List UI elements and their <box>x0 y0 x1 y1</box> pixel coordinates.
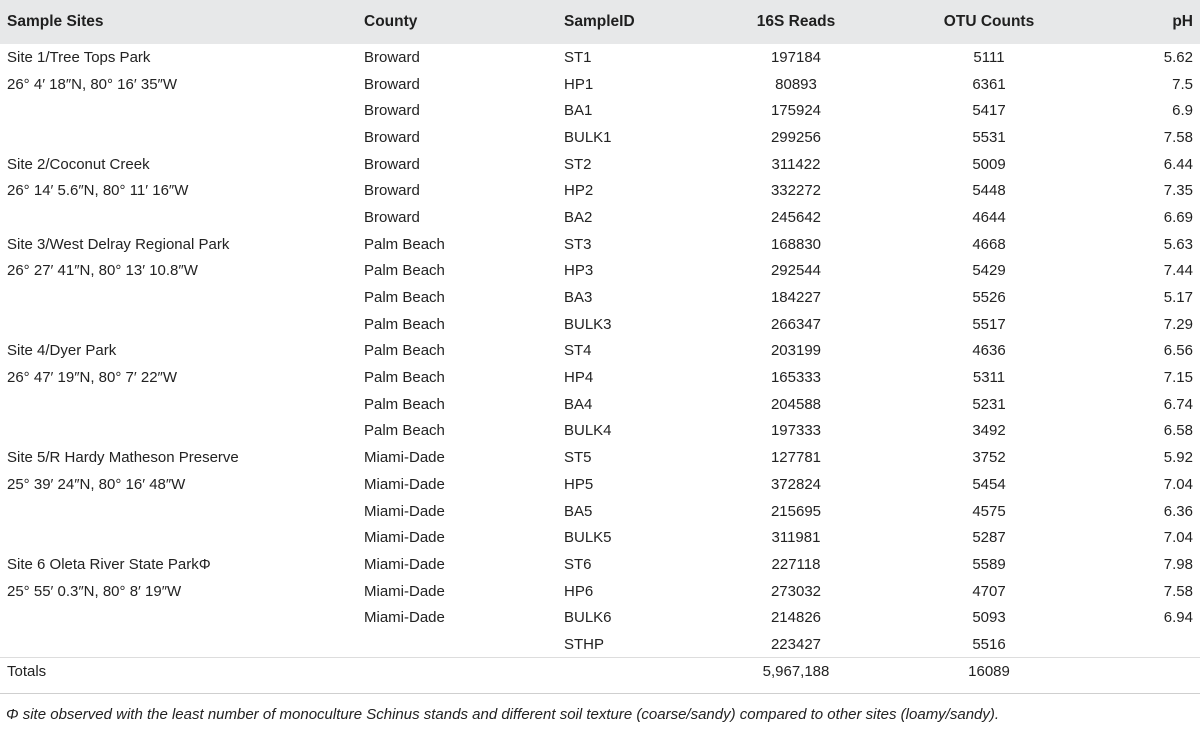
site-cell: Site 3/West Delray Regional Park <box>7 235 230 253</box>
county-cell: Palm Beach <box>364 395 445 413</box>
reads-cell: 223427 <box>770 635 822 653</box>
otu-cell: 5311 <box>972 369 1006 387</box>
reads-cell: 311981 <box>771 529 821 547</box>
otu-cell: 5009 <box>972 155 1006 173</box>
table-row <box>0 551 1200 578</box>
reads-cell: 311422 <box>771 155 821 173</box>
county-cell: Palm Beach <box>364 422 445 440</box>
county-cell: Broward <box>364 155 420 173</box>
table-row <box>0 258 1200 285</box>
ph-cell: 6.58 <box>1163 422 1193 440</box>
table-row <box>0 391 1200 418</box>
reads-cell: 215695 <box>770 502 822 520</box>
otu-cell: 5231 <box>972 395 1006 413</box>
otu-cell: 5589 <box>972 555 1006 573</box>
table-row <box>0 71 1200 98</box>
county-cell: Miami-Dade <box>364 582 445 600</box>
table-row <box>0 44 1200 71</box>
otu-cell: 4668 <box>972 235 1006 253</box>
sample-id-cell: ST4 <box>564 342 592 360</box>
table-row <box>0 524 1200 551</box>
sample-id-cell: HP1 <box>564 75 594 93</box>
site-cell <box>0 631 358 658</box>
sample-id-cell: BA2 <box>564 208 593 226</box>
totals-row <box>0 658 1200 685</box>
otu-cell: 5531 <box>972 128 1006 146</box>
ph-cell: 6.94 <box>1163 609 1193 627</box>
reads-cell: 197333 <box>770 422 822 440</box>
sample-id-cell: BA1 <box>564 102 593 120</box>
sample-id-cell: BULK6 <box>564 609 612 627</box>
header-sample-id: SampleID <box>564 13 635 30</box>
county-cell: Palm Beach <box>364 289 445 307</box>
ph-cell: 6.9 <box>1172 102 1193 120</box>
site-cell <box>0 391 358 418</box>
sample-id-cell: HP2 <box>564 182 594 200</box>
reads-cell: 245642 <box>770 208 822 226</box>
site-cell: 26° 47′ 19″N, 80° 7′ 22″W <box>7 369 178 387</box>
otu-cell: 5454 <box>972 475 1006 493</box>
sample-id-cell: HP5 <box>564 475 594 493</box>
table-row <box>0 471 1200 498</box>
sample-id-cell: BULK5 <box>564 529 612 547</box>
ph-cell: 6.56 <box>1163 342 1193 360</box>
site-cell: 25° 39′ 24″N, 80° 16′ 48″W <box>7 475 186 493</box>
ph-cell: 7.98 <box>1163 555 1193 573</box>
ph-cell: 5.63 <box>1163 235 1193 253</box>
sample-id-cell: BULK4 <box>564 422 612 440</box>
county-cell: Miami-Dade <box>364 529 445 547</box>
county-cell: Palm Beach <box>364 262 445 280</box>
header-ph: pH <box>1172 13 1193 30</box>
reads-cell: 204588 <box>770 395 822 413</box>
site-cell <box>0 204 358 231</box>
sample-id-cell: ST6 <box>564 555 592 573</box>
reads-cell: 299256 <box>770 128 822 146</box>
totals-label: Totals <box>0 658 358 685</box>
table-row <box>0 204 1200 231</box>
county-cell: Broward <box>364 75 420 93</box>
site-cell: Site 1/Tree Tops Park <box>7 48 151 66</box>
totals-id-cell <box>558 658 708 685</box>
reads-cell: 184227 <box>770 289 822 307</box>
otu-cell: 4707 <box>972 582 1006 600</box>
otu-cell: 3492 <box>972 422 1006 440</box>
county-cell: Miami-Dade <box>364 502 445 520</box>
table-row <box>0 338 1200 365</box>
table-row <box>0 578 1200 605</box>
sample-id-cell: BULK1 <box>564 128 612 146</box>
reads-cell: 227118 <box>771 555 821 573</box>
county-cell: Palm Beach <box>364 342 445 360</box>
site-cell: 26° 4′ 18″N, 80° 16′ 35″W <box>7 75 178 93</box>
totals-reads: 5,967,188 <box>708 658 884 685</box>
county-cell: Miami-Dade <box>364 555 445 573</box>
sample-id-cell: ST1 <box>564 48 592 66</box>
reads-cell: 165333 <box>770 369 822 387</box>
sample-id-cell: HP6 <box>564 582 594 600</box>
otu-cell: 5429 <box>972 262 1006 280</box>
ph-cell: 6.44 <box>1163 155 1193 173</box>
ph-cell: 7.15 <box>1163 369 1193 387</box>
county-cell: Broward <box>364 182 420 200</box>
ph-cell: 7.5 <box>1172 75 1193 93</box>
site-cell <box>0 97 358 124</box>
table-row <box>0 418 1200 445</box>
county-cell: Miami-Dade <box>364 475 445 493</box>
otu-cell: 5417 <box>972 102 1006 120</box>
sample-id-cell: ST3 <box>564 235 592 253</box>
header-otu-counts: OTU Counts <box>943 13 1035 30</box>
county-cell: Miami-Dade <box>364 449 445 467</box>
ph-cell: 6.36 <box>1163 502 1193 520</box>
otu-cell: 3752 <box>972 449 1006 467</box>
reads-cell: 332272 <box>770 182 822 200</box>
site-cell <box>0 498 358 525</box>
site-cell: Site 6 Oleta River State ParkΦ <box>7 555 211 573</box>
ph-cell <box>1094 631 1200 658</box>
reads-cell: 266347 <box>770 315 822 333</box>
ph-cell: 6.69 <box>1163 208 1193 226</box>
reads-cell: 168830 <box>770 235 822 253</box>
ph-cell: 5.62 <box>1163 48 1193 66</box>
reads-cell: 292544 <box>770 262 822 280</box>
ph-cell: 7.04 <box>1163 475 1193 493</box>
reads-cell: 372824 <box>770 475 822 493</box>
otu-cell: 5517 <box>972 315 1006 333</box>
otu-cell: 5287 <box>972 529 1006 547</box>
reads-cell: 175924 <box>770 102 822 120</box>
sample-id-cell: BA3 <box>564 289 593 307</box>
table-row <box>0 604 1200 631</box>
site-cell <box>0 284 358 311</box>
header-sample-sites: Sample Sites <box>7 13 104 30</box>
table-row <box>0 284 1200 311</box>
site-cell <box>0 124 358 151</box>
reads-cell: 80893 <box>775 75 817 93</box>
site-cell <box>0 524 358 551</box>
sample-id-cell: HP3 <box>564 262 594 280</box>
table-row <box>0 364 1200 391</box>
site-cell: 25° 55′ 0.3″N, 80° 8′ 19″W <box>7 582 182 600</box>
site-cell <box>0 311 358 338</box>
ph-cell: 7.29 <box>1163 315 1193 333</box>
county-cell: Miami-Dade <box>364 609 445 627</box>
table-row <box>0 444 1200 471</box>
sample-id-cell: ST2 <box>564 155 592 173</box>
otu-cell: 5093 <box>972 609 1006 627</box>
county-cell: Broward <box>364 102 420 120</box>
ph-cell: 7.04 <box>1163 529 1193 547</box>
table-row <box>0 231 1200 258</box>
table-row <box>0 311 1200 338</box>
site-cell: Site 4/Dyer Park <box>7 342 117 360</box>
otu-cell: 6361 <box>972 75 1006 93</box>
ph-cell: 7.58 <box>1163 128 1193 146</box>
site-cell: 26° 27′ 41″N, 80° 13′ 10.8″W <box>7 262 198 280</box>
county-cell: Palm Beach <box>364 369 445 387</box>
site-cell <box>0 604 358 631</box>
ph-cell: 7.35 <box>1163 182 1193 200</box>
header-row <box>0 0 1200 44</box>
ph-cell: 6.74 <box>1163 395 1193 413</box>
sample-id-cell: ST5 <box>564 449 592 467</box>
table-bottom-rule <box>0 693 1200 694</box>
otu-cell: 4575 <box>972 502 1006 520</box>
county-cell: Broward <box>364 48 420 66</box>
sample-id-cell: BULK3 <box>564 315 612 333</box>
site-cell <box>0 418 358 445</box>
header-county: County <box>364 13 418 30</box>
sample-id-cell: BA4 <box>564 395 593 413</box>
otu-cell: 5526 <box>972 289 1006 307</box>
reads-cell: 127781 <box>770 449 822 467</box>
sample-id-cell: HP4 <box>564 369 594 387</box>
site-cell: Site 5/R Hardy Matheson Preserve <box>7 449 239 467</box>
table-row <box>0 177 1200 204</box>
totals-otu: 16089 <box>884 658 1094 685</box>
table-row <box>0 631 1200 658</box>
table-body <box>0 44 1200 685</box>
reads-cell: 203199 <box>770 342 822 360</box>
site-cell: 26° 14′ 5.6″N, 80° 11′ 16″W <box>7 182 189 200</box>
county-cell: Broward <box>364 128 420 146</box>
otu-cell: 5111 <box>973 48 1005 66</box>
table-row <box>0 151 1200 178</box>
ph-cell: 7.44 <box>1163 262 1193 280</box>
totals-ph-cell <box>1094 658 1200 685</box>
totals-county-cell <box>358 658 558 685</box>
otu-cell: 5516 <box>972 635 1006 653</box>
table-row <box>0 498 1200 525</box>
county-cell: Palm Beach <box>364 315 445 333</box>
county-cell <box>358 631 558 658</box>
reads-cell: 197184 <box>770 48 822 66</box>
table-row <box>0 124 1200 151</box>
sample-id-cell: BA5 <box>564 502 593 520</box>
footnote: Φ site observed with the least number of monoculture Schinus stands and different soil texture (coarse/sandy) compared to other sites (loamy/sandy). <box>6 706 1000 723</box>
county-cell: Palm Beach <box>364 235 445 253</box>
county-cell: Broward <box>364 208 420 226</box>
reads-cell: 214826 <box>770 609 822 627</box>
sample-id-cell: STHP <box>564 635 605 653</box>
reads-cell: 273032 <box>770 582 822 600</box>
ph-cell: 5.92 <box>1163 449 1193 467</box>
otu-cell: 4636 <box>972 342 1006 360</box>
otu-cell: 5448 <box>972 182 1006 200</box>
table-row <box>0 97 1200 124</box>
ph-cell: 5.17 <box>1163 289 1193 307</box>
header-16s-reads: 16S Reads <box>756 13 836 30</box>
otu-cell: 4644 <box>972 208 1006 226</box>
ph-cell: 7.58 <box>1163 582 1193 600</box>
site-cell: Site 2/Coconut Creek <box>7 155 150 173</box>
